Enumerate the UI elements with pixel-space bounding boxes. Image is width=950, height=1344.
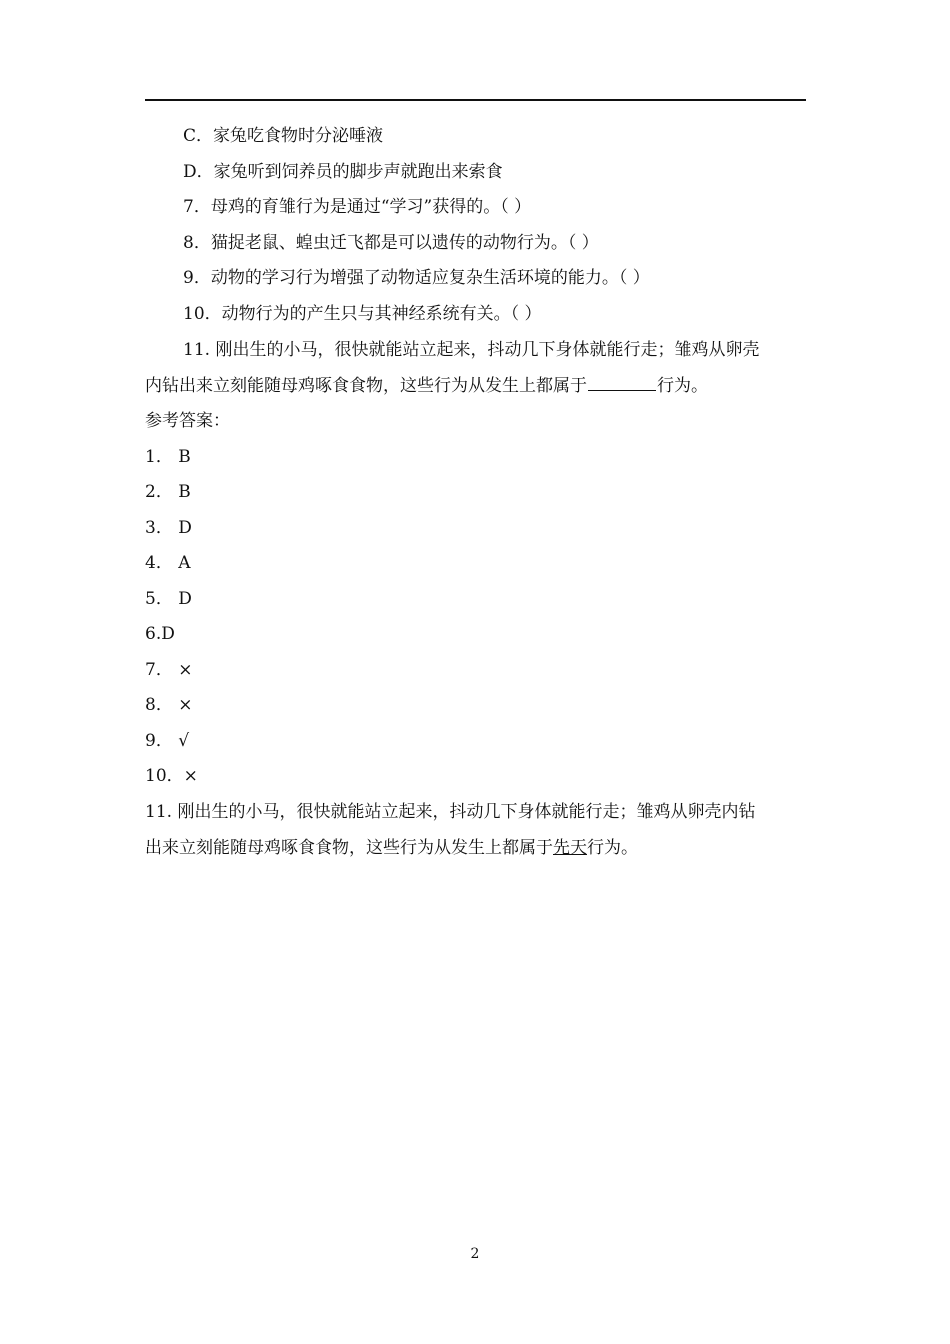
answer-item: 8． × — [145, 695, 193, 715]
answer-item: 4． A — [145, 553, 191, 573]
option-d: D．家兔听到饲养员的脚步声就跑出来索食 — [183, 162, 503, 182]
answer-item: 6.D — [145, 624, 175, 644]
question-10: 10．动物行为的产生只与其神经系统有关。（ ） — [183, 304, 542, 324]
answer-item: 10．× — [145, 766, 198, 786]
question-11-line-1: 11. 刚出生的小马，很快就能站立起来，抖动几下身体就能行走；雏鸡从卵壳 — [183, 340, 760, 360]
page-number: 2 — [470, 1246, 480, 1262]
answer-item: 5． D — [145, 589, 192, 609]
fill-in-blank — [588, 373, 656, 391]
answer-heading: 参考答案： — [145, 411, 230, 431]
question-8: 8．猫捉老鼠、蝗虫迁飞都是可以遗传的动物行为。（ ） — [183, 233, 599, 253]
question-11-line-2 — [145, 373, 708, 398]
option-c: C．家兔吃食物时分泌唾液 — [183, 126, 384, 146]
answer-11-text-before: 出来立刻能随母鸡啄食食物，这些行为从发生上都属于 — [145, 838, 553, 858]
header-rule — [145, 99, 806, 101]
answer-item: 3． D — [145, 518, 192, 538]
answer-11-line-1: 11. 刚出生的小马，很快就能站立起来，抖动几下身体就能行走；雏鸡从卵壳内钻 — [145, 802, 756, 822]
answer-item: 2． B — [145, 482, 191, 502]
answer-11-filled-answer: 先天 — [553, 838, 587, 858]
question-9: 9．动物的学习行为增强了动物适应复杂生活环境的能力。（ ） — [183, 268, 650, 288]
answer-item: 1． B — [145, 447, 191, 467]
answer-item: 7． × — [145, 660, 193, 680]
answer-item: 9． √ — [145, 731, 190, 751]
question-11-text-before: 内钻出来立刻能随母鸡啄食食物，这些行为从发生上都属于 — [145, 376, 587, 396]
answer-11-text-after: 行为。 — [587, 838, 638, 858]
answer-11-line-2 — [145, 836, 638, 860]
question-11-text-after: 行为。 — [657, 376, 708, 396]
question-7: 7．母鸡的育雏行为是通过“学习”获得的。（ ） — [183, 197, 532, 217]
